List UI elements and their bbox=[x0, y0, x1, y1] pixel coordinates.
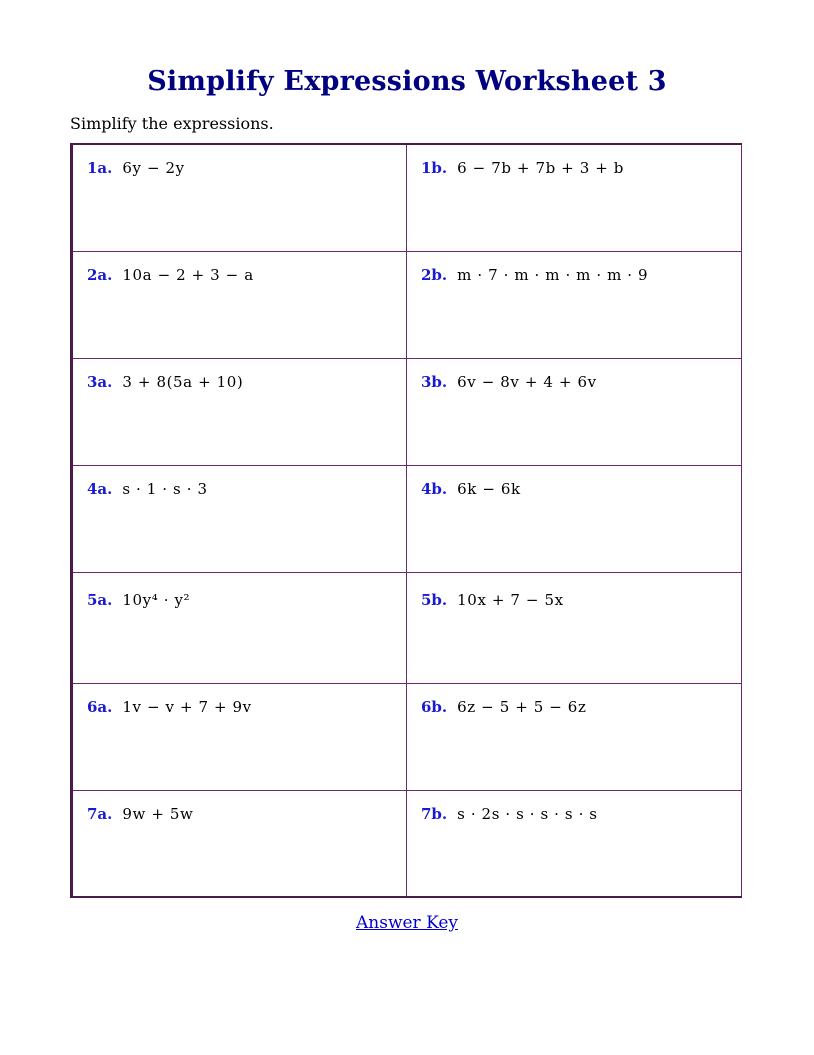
answer-key-link[interactable]: Answer Key bbox=[356, 913, 458, 933]
problem-expression: 6z − 5 + 5 − 6z bbox=[457, 697, 587, 716]
problem-expression: 10x + 7 − 5x bbox=[457, 590, 564, 609]
problem-expression: s · 1 · s · 3 bbox=[122, 479, 208, 498]
problem-expression: 3 + 8(5a + 10) bbox=[122, 372, 244, 391]
problem-expression: 6k − 6k bbox=[457, 479, 521, 498]
problem-expression: 6v − 8v + 4 + 6v bbox=[457, 372, 597, 391]
problem-expression: s · 2s · s · s · s · s bbox=[457, 804, 598, 823]
problem-number: 7b. bbox=[421, 804, 448, 823]
problem-cell bbox=[72, 251, 407, 358]
problem-number: 5a. bbox=[87, 590, 113, 609]
problem-number: 5b. bbox=[421, 590, 448, 609]
table-row bbox=[72, 465, 742, 572]
table-row bbox=[72, 358, 742, 465]
problem-number: 1a. bbox=[87, 159, 113, 177]
problem-cell bbox=[407, 572, 742, 683]
problem-cell bbox=[72, 790, 407, 897]
problem-expression: 6 − 7b + 7b + 3 + b bbox=[457, 159, 624, 177]
page-title: Simplify Expressions Worksheet 3 bbox=[147, 66, 667, 97]
instructions: Simplify the expressions. bbox=[70, 114, 274, 133]
problem-number: 4b. bbox=[421, 479, 448, 498]
problem-expression: 6y − 2y bbox=[122, 159, 185, 177]
problem-number: 7a. bbox=[87, 804, 113, 823]
problem-cell bbox=[407, 358, 742, 465]
problem-cell bbox=[407, 790, 742, 897]
problem-expression: m · 7 · m · m · m · m · 9 bbox=[457, 265, 649, 284]
table-row bbox=[72, 144, 742, 251]
problem-cell bbox=[407, 144, 742, 251]
problem-number: 2b. bbox=[421, 265, 448, 284]
table-row bbox=[72, 790, 742, 897]
problem-number: 1b. bbox=[421, 159, 448, 177]
problem-expression: 1v − v + 7 + 9v bbox=[122, 697, 252, 716]
problem-cell bbox=[72, 572, 407, 683]
problem-number: 6a. bbox=[87, 697, 113, 716]
problem-cell bbox=[407, 683, 742, 790]
problem-number: 2a. bbox=[87, 265, 113, 284]
table-row bbox=[72, 572, 742, 683]
problem-cell bbox=[72, 144, 407, 251]
problem-cell bbox=[407, 251, 742, 358]
problem-expression: 10a − 2 + 3 − a bbox=[122, 265, 254, 284]
problem-number: 3a. bbox=[87, 372, 113, 391]
problem-cell bbox=[407, 465, 742, 572]
problem-expression: 10y⁴ · y² bbox=[122, 590, 191, 609]
table-row bbox=[72, 683, 742, 790]
problem-number: 6b. bbox=[421, 697, 448, 716]
problems-table bbox=[70, 143, 742, 898]
problem-expression: 9w + 5w bbox=[122, 804, 194, 823]
problem-cell bbox=[72, 358, 407, 465]
problem-number: 3b. bbox=[421, 372, 448, 391]
problem-cell bbox=[72, 465, 407, 572]
problem-number: 4a. bbox=[87, 479, 113, 498]
answer-key-container bbox=[0, 913, 814, 933]
table-row bbox=[72, 251, 742, 358]
problem-cell bbox=[72, 683, 407, 790]
